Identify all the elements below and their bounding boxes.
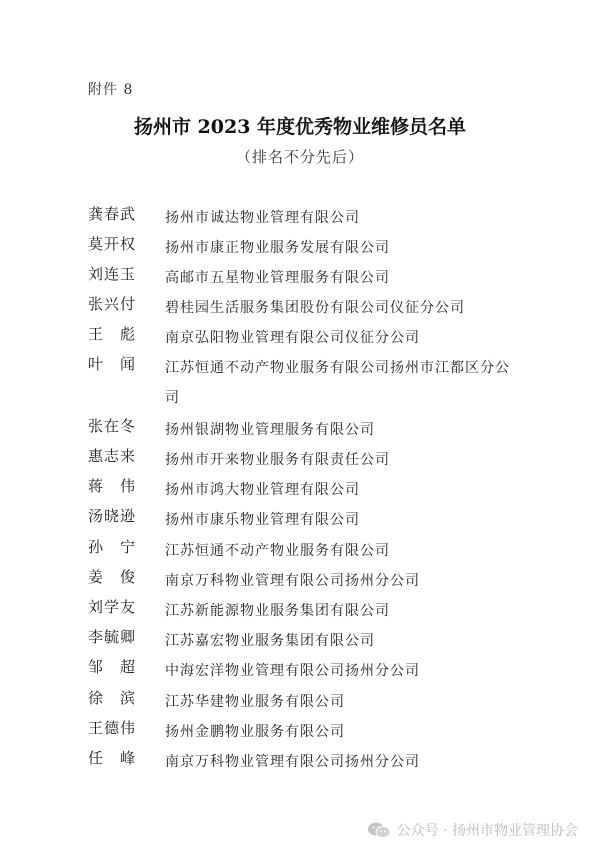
watermark [367, 820, 578, 840]
company-name: 高邮市五星物业管理服务有限公司 [165, 270, 390, 286]
company-name: 江苏嘉宏物业服务集团有限公司 [165, 633, 375, 649]
recipient-name: 莫开权 [88, 235, 137, 253]
attachment-label: 附件 8 [88, 82, 134, 98]
company-name: 扬州市鸿大物业管理有限公司 [165, 482, 360, 498]
watermark-text: 公众号 · 扬州市物业管理协会 [396, 823, 578, 839]
company-name: 江苏恒通不动产物业服务有限公司 [165, 543, 390, 559]
recipient-name: 任 峰 [88, 749, 137, 767]
recipient-name: 龚春武 [88, 205, 137, 223]
company-name: 扬州市开来物业服务有限责任公司 [165, 452, 390, 468]
company-name: 江苏华建物业服务有限公司 [165, 694, 345, 710]
recipient-name: 刘连玉 [88, 265, 137, 283]
company-name: 扬州金鹏物业服务有限公司 [165, 724, 345, 740]
company-name: 扬州市康乐物业管理有限公司 [165, 512, 360, 528]
recipient-name: 李毓卿 [88, 628, 137, 646]
recipient-name: 邹 超 [88, 658, 137, 676]
page-title: 扬州市 2023 年度优秀物业维修员名单 [133, 116, 467, 138]
recipient-name: 张兴付 [88, 295, 137, 313]
recipient-name: 汤晓逊 [88, 507, 137, 525]
company-name: 碧桂园生活服务集团股份有限公司仪征分公司 [165, 300, 465, 316]
recipient-name: 徐 滨 [88, 689, 137, 707]
company-name: 南京弘阳物业管理有限公司仪征分公司 [165, 330, 420, 346]
recipient-name: 叶 闻 [88, 355, 137, 373]
company-name: 江苏新能源物业服务集团有限公司 [165, 603, 390, 619]
recipient-name: 张在冬 [88, 417, 137, 435]
wechat-icon [367, 822, 391, 838]
page-subtitle: （排名不分先后） [235, 148, 364, 166]
recipient-name: 刘学友 [88, 598, 137, 616]
company-name: 中海宏洋物业管理有限公司扬州分公司 [165, 663, 420, 679]
recipient-name: 孙 宁 [88, 538, 137, 556]
recipient-name: 惠志来 [88, 447, 137, 465]
company-name: 扬州市诚达物业管理有限公司 [165, 210, 360, 226]
company-name: 南京万科物业管理有限公司扬州分公司 [165, 573, 420, 589]
recipient-name: 姜 俊 [88, 568, 137, 586]
company-name: 南京万科物业管理有限公司扬州分公司 [165, 754, 420, 770]
recipient-name: 蒋 伟 [88, 477, 137, 495]
company-name: 扬州银湖物业管理服务有限公司 [165, 422, 375, 438]
company-name: 江苏恒通不动产物业服务有限公司扬州市江都区分公司 [165, 360, 510, 406]
recipient-name: 王 彪 [88, 325, 137, 343]
recipient-name: 王德伟 [88, 719, 137, 737]
company-name: 扬州市康正物业服务发展有限公司 [165, 240, 390, 256]
